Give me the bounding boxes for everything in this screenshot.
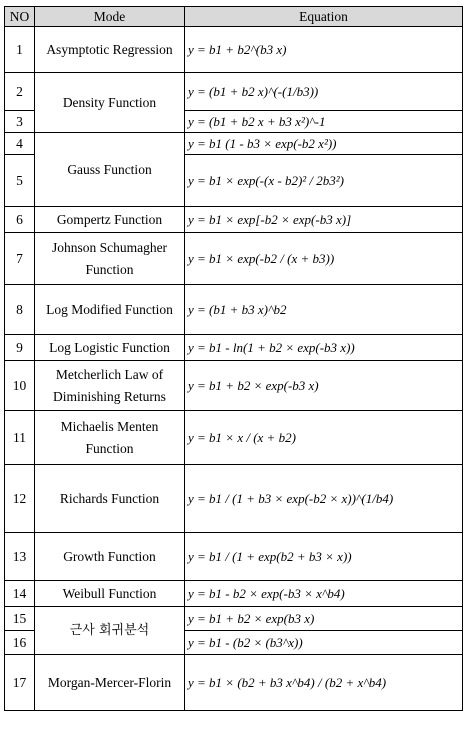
mode-cell: Johnson Schumagher Function xyxy=(35,233,185,285)
mode-cell: Log Logistic Function xyxy=(35,335,185,361)
equation-cell: y = b1 - ln(1 + b2 × exp(-b3 x)) xyxy=(185,335,463,361)
table-row xyxy=(5,233,463,285)
mode-cell: Log Modified Function xyxy=(35,285,185,335)
equation-cell: y = b1 × (b2 + b3 x^b4) / (b2 + x^b4) xyxy=(185,655,463,711)
table-row xyxy=(5,533,463,581)
header-no: NO xyxy=(5,7,35,27)
table-row xyxy=(5,133,463,155)
table-row xyxy=(5,335,463,361)
row-number: 8 xyxy=(5,285,35,335)
equation-cell: y = b1 × exp[-b2 × exp(-b3 x)] xyxy=(185,207,463,233)
row-number: 3 xyxy=(5,111,35,133)
equation-cell: y = b1 × exp(-b2 / (x + b3)) xyxy=(185,233,463,285)
equation-cell: y = b1 / (1 + b3 × exp(-b2 × x))^(1/b4) xyxy=(185,465,463,533)
mode-cell: Growth Function xyxy=(35,533,185,581)
row-number: 12 xyxy=(5,465,35,533)
row-number: 5 xyxy=(5,155,35,207)
mode-cell: Gompertz Function xyxy=(35,207,185,233)
table-header-row xyxy=(5,7,463,27)
equation-cell: y = b1 - (b2 × (b3^x)) xyxy=(185,631,463,655)
table-row xyxy=(5,411,463,465)
row-number: 7 xyxy=(5,233,35,285)
equation-cell: y = b1 (1 - b3 × exp(-b2 x²)) xyxy=(185,133,463,155)
table-row xyxy=(5,207,463,233)
table-row xyxy=(5,607,463,631)
equation-cell: y = b1 × exp(-(x - b2)² / 2b3²) xyxy=(185,155,463,207)
row-number: 13 xyxy=(5,533,35,581)
row-number: 2 xyxy=(5,73,35,111)
mode-cell: 근사 회귀분석 xyxy=(35,607,185,655)
equation-cell: y = (b1 + b2 x + b3 x²)^-1 xyxy=(185,111,463,133)
row-number: 9 xyxy=(5,335,35,361)
equation-cell: y = (b1 + b3 x)^b2 xyxy=(185,285,463,335)
header-equation: Equation xyxy=(185,7,463,27)
mode-cell: Density Function xyxy=(35,73,185,133)
row-number: 4 xyxy=(5,133,35,155)
equation-cell: y = b1 / (1 + exp(b2 + b3 × x)) xyxy=(185,533,463,581)
equation-cell: y = b1 - b2 × exp(-b3 × x^b4) xyxy=(185,581,463,607)
mode-cell: Michaelis Menten Function xyxy=(35,411,185,465)
equation-cell: y = (b1 + b2 x)^(-(1/b3)) xyxy=(185,73,463,111)
mode-cell: Richards Function xyxy=(35,465,185,533)
table-row xyxy=(5,73,463,111)
equation-cell: y = b1 + b2^(b3 x) xyxy=(185,27,463,73)
equation-cell: y = b1 × x / (x + b2) xyxy=(185,411,463,465)
table-row xyxy=(5,465,463,533)
equation-cell: y = b1 + b2 × exp(b3 x) xyxy=(185,607,463,631)
equation-table xyxy=(4,6,463,711)
table-row xyxy=(5,361,463,411)
table-row xyxy=(5,655,463,711)
mode-cell: Weibull Function xyxy=(35,581,185,607)
row-number: 16 xyxy=(5,631,35,655)
row-number: 6 xyxy=(5,207,35,233)
row-number: 1 xyxy=(5,27,35,73)
mode-cell: Morgan-Mercer-Florin xyxy=(35,655,185,711)
row-number: 17 xyxy=(5,655,35,711)
row-number: 10 xyxy=(5,361,35,411)
table-row xyxy=(5,27,463,73)
mode-cell: Asymptotic Regression xyxy=(35,27,185,73)
table-row xyxy=(5,581,463,607)
mode-cell: Metcherlich Law of Diminishing Returns xyxy=(35,361,185,411)
row-number: 15 xyxy=(5,607,35,631)
table-row xyxy=(5,285,463,335)
row-number: 14 xyxy=(5,581,35,607)
header-mode: Mode xyxy=(35,7,185,27)
equation-cell: y = b1 + b2 × exp(-b3 x) xyxy=(185,361,463,411)
mode-cell: Gauss Function xyxy=(35,133,185,207)
row-number: 11 xyxy=(5,411,35,465)
